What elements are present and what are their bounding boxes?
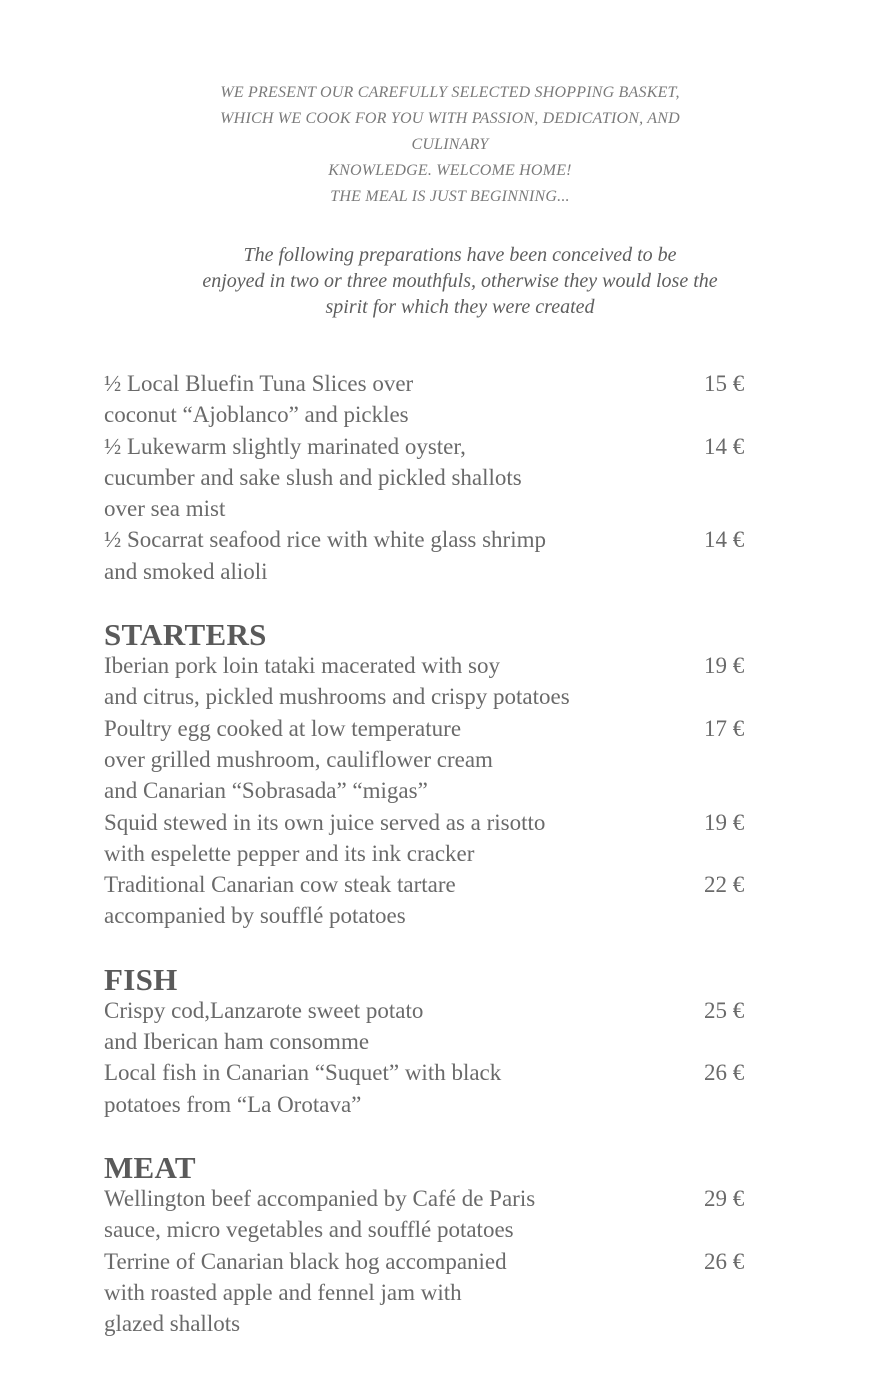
dish-description-line: over sea mist <box>104 496 226 522</box>
menu-item <box>104 1057 764 1120</box>
intro-line: CULINARY <box>411 136 489 153</box>
fish-section <box>104 962 764 1120</box>
dish-description-line: Local fish in Canarian “Suquet” with black <box>104 1060 502 1086</box>
menu-item <box>104 1246 764 1340</box>
tagline-line: spirit for which they were created <box>325 296 595 318</box>
intro-text <box>150 80 750 210</box>
dish-price: 14 € <box>704 527 745 553</box>
menu <box>104 368 764 1339</box>
dish-description-line: glazed shallots <box>104 1311 241 1337</box>
dish-price: 19 € <box>704 809 745 835</box>
menu-item <box>104 1183 764 1246</box>
dish-description-line: and smoked alioli <box>104 558 268 584</box>
dish-description-line: with espelette pepper and its ink cracker <box>104 840 475 866</box>
menu-item <box>104 431 764 525</box>
dish-price: 26 € <box>704 1248 745 1274</box>
dish-price: 25 € <box>704 997 745 1023</box>
dish-description-line: cucumber and sake slush and pickled shallots <box>104 464 522 490</box>
menu-item <box>104 650 764 713</box>
section-title-fish: FISH <box>104 961 178 997</box>
dish-description-line: Squid stewed in its own juice served as a risotto <box>104 809 546 835</box>
dish-description-line: Terrine of Canarian black hog accompanied <box>104 1248 507 1274</box>
tagline <box>150 242 770 320</box>
menu-item <box>104 995 764 1058</box>
dish-description-line: ½ Lukewarm slightly marinated oyster, <box>104 433 466 459</box>
intro-line: KNOWLEDGE. WELCOME HOME! <box>328 162 572 179</box>
dish-description-line: with roasted apple and fennel jam with <box>104 1279 462 1305</box>
tagline-line: enjoyed in two or three mouthfuls, otherwise they would lose the <box>202 270 718 292</box>
dish-description-line: ½ Local Bluefin Tuna Slices over <box>104 371 414 396</box>
intro-line: WE PRESENT OUR CAREFULLY SELECTED SHOPPING BASKET, <box>220 84 680 101</box>
dish-description-line: ½ Socarrat seafood rice with white glass shrimp <box>104 527 546 553</box>
menu-item <box>104 869 764 932</box>
dish-price: 22 € <box>704 872 745 898</box>
half-portions-section <box>104 368 764 587</box>
menu-item <box>104 713 764 807</box>
dish-price: 17 € <box>704 715 745 741</box>
menu-item <box>104 368 764 431</box>
dish-price: 14 € <box>704 433 745 459</box>
dish-description-line: Poultry egg cooked at low temperature <box>104 715 462 741</box>
dish-description-line: Crispy cod,Lanzarote sweet potato <box>104 997 424 1023</box>
menu-item <box>104 524 764 587</box>
dish-description-line: over grilled mushroom, cauliflower cream <box>104 746 493 772</box>
menu-item <box>104 807 764 870</box>
dish-price: 29 € <box>704 1185 745 1211</box>
dish-price: 19 € <box>704 653 745 679</box>
dish-description-line: and Iberican ham consomme <box>104 1029 370 1055</box>
intro-line: THE MEAL IS JUST BEGINNING... <box>330 188 570 205</box>
meat-section <box>104 1150 764 1339</box>
dish-description-line: sauce, micro vegetables and soufflé potatoes <box>104 1217 514 1243</box>
section-title-meat: MEAT <box>104 1149 196 1185</box>
dish-description-line: potatoes from “La Orotava” <box>104 1091 362 1117</box>
dish-description-line: Wellington beef accompanied by Café de Paris <box>104 1185 536 1211</box>
dish-description-line: Traditional Canarian cow steak tartare <box>104 872 456 898</box>
dish-price: 26 € <box>704 1060 745 1086</box>
dish-description-line: accompanied by soufflé potatoes <box>104 903 406 929</box>
dish-description-line: coconut “Ajoblanco” and pickles <box>104 402 409 428</box>
dish-price: 15 € <box>704 371 745 396</box>
dish-description-line: and citrus, pickled mushrooms and crispy potatoes <box>104 684 570 710</box>
tagline-line: The following preparations have been conceived to be <box>243 244 677 266</box>
starters-section <box>104 617 764 932</box>
section-title-starters: STARTERS <box>104 617 267 653</box>
dish-description-line: and Canarian “Sobrasada” “migas” <box>104 778 428 804</box>
dish-description-line: Iberian pork loin tataki macerated with soy <box>104 653 500 679</box>
intro-line: WHICH WE COOK FOR YOU WITH PASSION, DEDICATION, AND <box>220 110 680 127</box>
